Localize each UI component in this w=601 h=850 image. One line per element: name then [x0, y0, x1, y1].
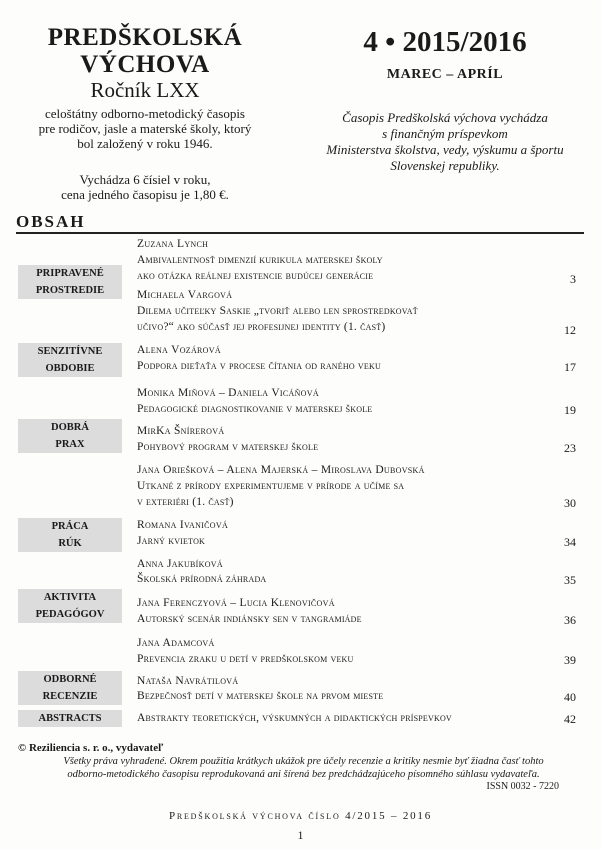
- issue-months: MAREC – APRÍL: [386, 67, 504, 82]
- description: [20, 106, 270, 151]
- contents-heading: OBSAH: [16, 212, 86, 231]
- running-footer: Predškolská výchova číslo 4/2015 – 2016: [168, 810, 433, 822]
- section-label-abstracts: [18, 710, 122, 727]
- entry-title[interactable]: Pohybový program v materskej škole: [137, 441, 319, 453]
- entry-page: 42: [564, 712, 576, 726]
- entry-title[interactable]: Jarný kvietok: [137, 535, 206, 547]
- entry-title[interactable]: učivo?“ ako súčasť jej profesijnej identity (1. časť): [137, 321, 386, 333]
- entry-page: 35: [564, 573, 576, 587]
- section-label-line: PRAX: [55, 439, 85, 450]
- section-label-line: SENZITÍVNE: [37, 346, 103, 357]
- section-label-line: AKTIVITA: [43, 592, 97, 603]
- issn: ISSN 0032 - 7220: [486, 781, 559, 792]
- section-label-line: DOBRÁ: [51, 422, 89, 433]
- section-label-line: ODBORNÉ: [43, 674, 97, 685]
- entry-page: 19: [564, 403, 576, 417]
- copyright: © Reziliencia s. r. o., vydavateľ: [18, 742, 164, 754]
- entry-author: Monika Miňová – Daniela Vicáňová: [137, 387, 319, 399]
- description-line-2: pre rodičov, jasle a materské školy, ktorý: [38, 121, 252, 136]
- entry-page: 39: [564, 653, 576, 667]
- section-label-praca-ruk: [18, 518, 122, 552]
- section-label-pripravene: [18, 265, 122, 299]
- funding-line-3: Ministerstva školstva, vedy, výskumu a športu: [326, 142, 564, 157]
- section-label-line: ABSTRACTS: [38, 713, 102, 724]
- entry-author: Zuzana Lynch: [137, 238, 209, 250]
- entry-title[interactable]: Ambivalentnosť dimenzií kurikula materskej školy: [137, 254, 383, 266]
- section-label-line: RECENZIE: [42, 691, 98, 702]
- entry-title[interactable]: Abstrakty teoretických, výskumných a didaktických príspevkov: [137, 712, 452, 724]
- entry-title[interactable]: ako otázka reálnej existencie budúcej generácie: [137, 270, 374, 282]
- entry-page: 23: [564, 441, 576, 455]
- funding-line-2: s finančným príspevkom: [382, 126, 508, 141]
- entry-author: Jana Adamcová: [137, 637, 215, 649]
- entry-title[interactable]: Utkané z prírody experimentujeme v prírode a učíme sa: [137, 480, 405, 492]
- frequency: [20, 172, 270, 202]
- funding-line-1: Časopis Predškolská výchova vychádza: [342, 110, 548, 125]
- entry-page: 34: [564, 535, 576, 549]
- section-label-line: PROSTREDIE: [35, 285, 105, 296]
- entry-author: Romana Ivaničová: [137, 519, 229, 531]
- section-label-dobra-prax: [18, 419, 122, 453]
- page-number: 1: [297, 828, 304, 842]
- entry-page: 40: [564, 690, 576, 704]
- section-label-odborne: [18, 671, 122, 705]
- entry-author: Jana Ferenczyová – Lucia Klenovičová: [137, 597, 335, 609]
- rights-notice: [26, 755, 581, 781]
- section-label-line: PRÁCA: [51, 521, 89, 532]
- funding-info: [305, 110, 585, 174]
- section-label-line: OBDOBIE: [45, 363, 95, 374]
- issue-number: 4 • 2015/2016: [363, 26, 527, 58]
- entry-author: Anna Jakubíková: [137, 558, 223, 570]
- description-line-3: bol založený v roku 1946.: [77, 136, 213, 151]
- section-label-line: PEDAGÓGOV: [35, 609, 105, 620]
- entry-page: 17: [564, 360, 576, 374]
- title-line-1: PREDŠKOLSKÁ: [47, 24, 243, 51]
- entry-title[interactable]: Bezpečnosť detí v materskej škole na prvom mieste: [137, 690, 384, 702]
- entry-title[interactable]: v exteriéri (1. časť): [137, 496, 234, 508]
- entry-title[interactable]: Podpora dieťaťa v procese čítania od raného veku: [137, 360, 381, 372]
- description-line-1: celoštátny odborno-metodický časopis: [44, 106, 245, 121]
- section-label-aktivita: [18, 589, 122, 623]
- rights-line-1: Všetky práva vyhradené. Okrem použitia krátkych ukážok pre účely recenzie a kritiky nesmie byť žiadna časť tohto: [63, 756, 544, 767]
- section-label-senzitivne: [18, 343, 122, 377]
- contents-rule: [16, 232, 584, 234]
- entry-title[interactable]: Prevencia zraku u detí v predškolskom veku: [137, 653, 354, 665]
- section-label-line: RÚK: [58, 538, 82, 549]
- title-line-2: VÝCHOVA: [80, 51, 210, 78]
- rights-line-2: odborno-metodického časopisu reprodukovaná ani šírená bez predchádzajúceho písomného súhlasu vydavateľa.: [67, 769, 540, 780]
- entry-author: Nataša Navrátilová: [137, 675, 239, 687]
- frequency-line-2: cena jedného časopisu je 1,80 €.: [61, 187, 229, 202]
- frequency-line-1: Vychádza 6 čísiel v roku,: [79, 172, 211, 187]
- magazine-title: [20, 24, 270, 78]
- entry-page: 30: [564, 496, 576, 510]
- entry-title[interactable]: Dilema učiteľky Saskie „tvoriť alebo len sprostredkovať: [137, 305, 418, 317]
- funding-line-4: Slovenskej republiky.: [390, 158, 500, 173]
- entry-title[interactable]: Autorský scenár indiánsky sen v tangramiáde: [137, 613, 362, 625]
- entry-page: 3: [570, 272, 576, 286]
- volume: Ročník LXX: [90, 78, 200, 102]
- entry-page: 36: [564, 613, 576, 627]
- entry-author: Michaela Vargová: [137, 289, 233, 301]
- entry-page: 12: [564, 323, 576, 337]
- entry-author: Jana Oriešková – Alena Majerská – Miroslava Dubovská: [137, 464, 425, 476]
- section-label-line: PRIPRAVENÉ: [36, 268, 104, 279]
- entry-author: Alena Vozárová: [137, 344, 221, 356]
- entry-author: MirKa Šnírerová: [137, 425, 225, 437]
- entry-title[interactable]: Pedagogické diagnostikovanie v materskej škole: [137, 403, 373, 415]
- entry-title[interactable]: Školská prírodná záhrada: [137, 573, 267, 585]
